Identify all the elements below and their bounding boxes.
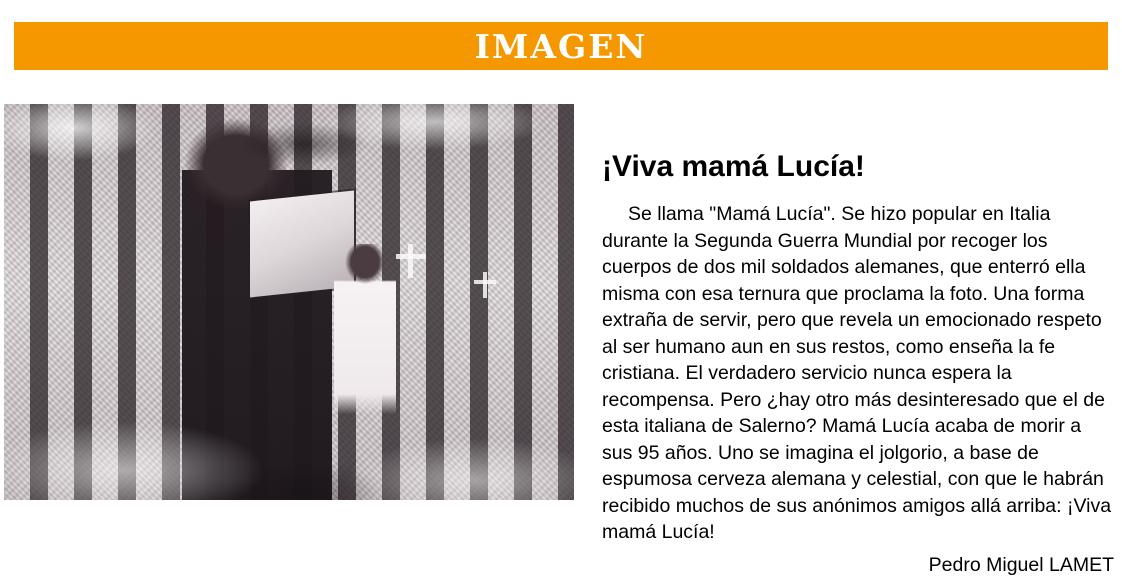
photo-cross-icon xyxy=(408,244,413,278)
banner-title: IMAGEN xyxy=(474,26,648,66)
section-banner xyxy=(14,22,1108,70)
article-headline: ¡Viva mamá Lucía! xyxy=(602,150,865,183)
photo-cross-icon xyxy=(483,272,487,298)
article-body: Se llama "Mamá Lucía". Se hizo popular en Italia durante la Segunda Guerra Mundial por recoger los cuerpos de dos mil soldados alemanes, que enterró ella misma con esa ternura que proclama la foto. Una forma extraña de servir, pero que revela un emocionado respeto al ser humano aun en sus restos, como enseña la fe cristiana. El verdadero servicio nunca espera la recompensa. Pero ¿hay otro más desinteresado que el de esta italiana de Salerno? Mamá Lucía acaba de morir a sus 95 años. Uno se imagina el jolgorio, a base de espumosa cerveza alemana y celestial, con que le habrán recibido muchos de sus anónimos amigos allá arriba: ¡Viva mamá Lucía! xyxy=(602,203,1112,543)
article-text-column xyxy=(602,150,1114,578)
photo-girl-figure xyxy=(334,244,396,500)
article-byline: Pedro Miguel LAMET xyxy=(928,553,1114,576)
article-photo xyxy=(4,104,574,500)
photo-ground-highlights xyxy=(4,350,574,500)
